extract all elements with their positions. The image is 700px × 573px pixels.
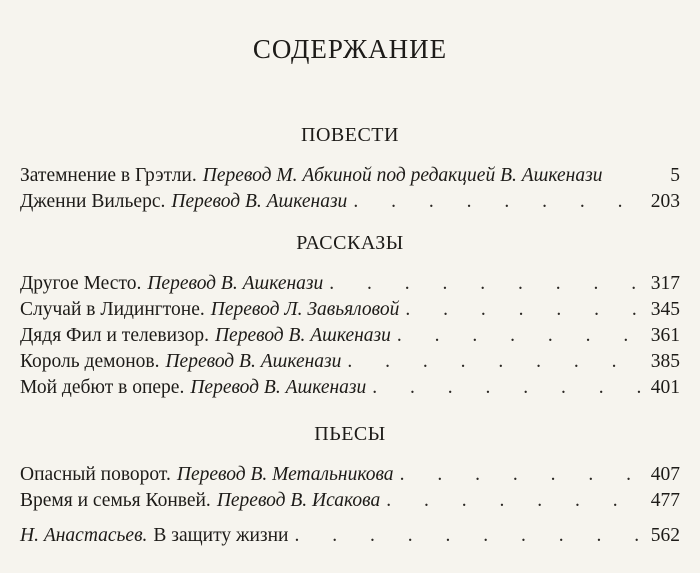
- dot-leader: [353, 189, 644, 215]
- afterword-title: В защиту жизни: [153, 525, 289, 546]
- afterword-author: Н. Анастасьев.: [20, 525, 148, 546]
- entry-translator: Перевод В. Исакова: [216, 490, 381, 511]
- entry-title: Затемнение в Грэтли.: [20, 165, 197, 186]
- page-title: СОДЕРЖАНИЕ: [252, 34, 448, 64]
- entry-title: Другое Место.: [20, 273, 142, 294]
- entry-translator: Перевод В. Ашкенази: [165, 351, 342, 372]
- entry-title: Время и семья Конвей.: [20, 490, 211, 511]
- entry-title: Король демонов.: [20, 351, 160, 372]
- toc-entry[interactable]: [20, 349, 680, 375]
- toc-entry[interactable]: [20, 375, 680, 401]
- toc-entry[interactable]: [20, 271, 680, 297]
- dot-leader: [294, 523, 644, 549]
- entry-translator: Перевод В. Ашкенази: [171, 191, 348, 212]
- toc-entry[interactable]: [20, 488, 680, 514]
- entry-translator: Перевод В. Ашкенази: [214, 325, 391, 346]
- entry-page-number: 401: [650, 377, 680, 398]
- toc-entry[interactable]: [20, 163, 680, 189]
- dot-leader: [372, 375, 644, 401]
- entry-page-number: 562: [650, 525, 680, 546]
- entry-translator: Перевод В. Ашкенази: [190, 377, 367, 398]
- toc-entry-afterword[interactable]: [20, 523, 680, 549]
- entry-page-number: 203: [650, 191, 680, 212]
- entry-translator: Перевод В. Ашкенази: [147, 273, 324, 294]
- section-title-plays: ПЬЕСЫ: [314, 423, 386, 445]
- entry-title: Случай в Лидингтоне.: [20, 299, 205, 320]
- entry-translator: Перевод В. Метальникова: [176, 464, 394, 485]
- section-title-novellas: ПОВЕСТИ: [301, 124, 399, 146]
- entry-page-number: 361: [650, 325, 680, 346]
- dot-leader: [329, 271, 644, 297]
- entry-title: Дядя Фил и телевизор.: [20, 325, 209, 346]
- entry-title: Опасный поворот.: [20, 464, 171, 485]
- dot-leader: [400, 462, 644, 488]
- toc-entry[interactable]: [20, 323, 680, 349]
- toc-entry[interactable]: [20, 297, 680, 323]
- entry-translator: Перевод Л. Завьяловой: [210, 299, 400, 320]
- dot-leader: [405, 297, 644, 323]
- entry-title: Мой дебют в опере.: [20, 377, 185, 398]
- entry-page-number: 5: [670, 165, 680, 186]
- entry-page-number: 317: [650, 273, 680, 294]
- toc-entry[interactable]: [20, 462, 680, 488]
- entry-translator: Перевод М. Абкиной под редакцией В. Ашкенази: [202, 165, 603, 186]
- entry-title: Дженни Вильерс.: [20, 191, 166, 212]
- dot-leader: [397, 323, 644, 349]
- toc-entry[interactable]: [20, 189, 680, 215]
- dot-leader: [386, 488, 644, 514]
- entry-page-number: 345: [650, 299, 680, 320]
- section-title-stories: РАССКАЗЫ: [296, 232, 404, 254]
- dot-leader: [347, 349, 644, 375]
- entry-page-number: 477: [650, 490, 680, 511]
- entry-page-number: 385: [650, 351, 680, 372]
- entry-page-number: 407: [650, 464, 680, 485]
